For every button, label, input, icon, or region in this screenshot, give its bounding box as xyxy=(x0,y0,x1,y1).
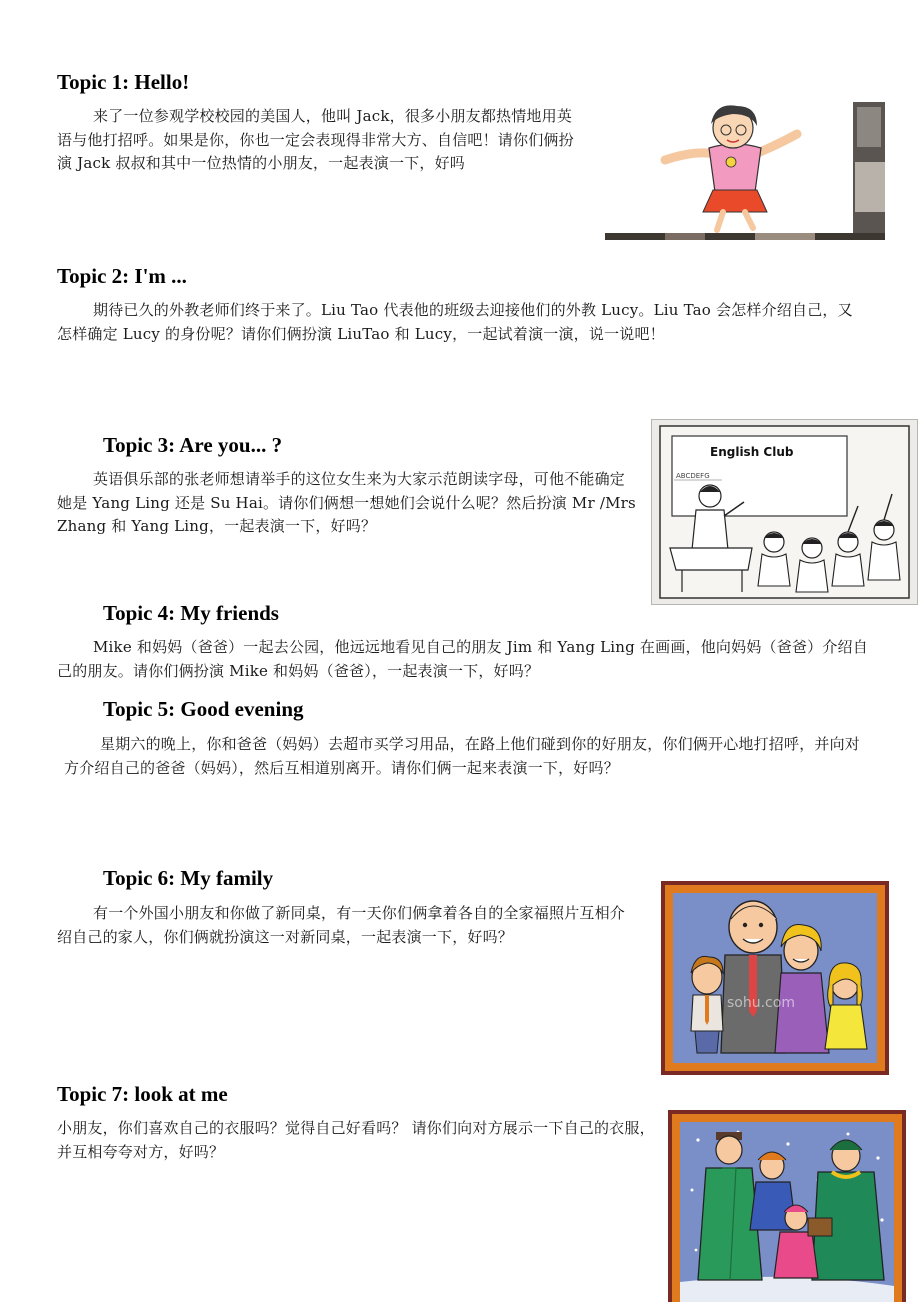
topic-4-title: Topic 4: My friends xyxy=(103,601,279,625)
topic-1-text: 来了一位参观学校校园的美国人，他叫 Jack，很多小朋友都热情地用英语与他打招呼。如果是你，你也一定会表现得非常大方、自信吧！请你们俩扮演 Jack 叔叔和其中一位热情的小朋友，一起表演一下，好吗 xyxy=(57,107,574,172)
topic-6-title: Topic 6: My family xyxy=(103,866,274,890)
topic-3-title: Topic 3: Are you... ? xyxy=(103,433,283,457)
english-club-illustration xyxy=(651,419,918,605)
topic-7-text: 小朋友，你们喜欢自己的衣服吗？觉得自己好看吗？ 请你们向对方展示一下自己的衣服，并互相夸夸对方，好吗？ xyxy=(57,1119,655,1161)
board-letters: ABCDEFG xyxy=(676,472,710,480)
topic-2-title: Topic 2: I'm ... xyxy=(57,264,187,288)
winter-clothes-illustration xyxy=(668,1110,906,1302)
watermark: sohu.com xyxy=(727,995,795,1011)
topic-1-title: Topic 1: Hello! xyxy=(57,70,190,94)
topic-2-text: 期待已久的外教老师们终于来了。Liu Tao 代表他的班级去迎接他们的外教 Lucy。Liu Tao 会怎样介绍自己，又怎样确定 Lucy 的身份呢？请你们俩扮演 LiuTao 和 Lucy，一起试着演一演，说一说吧！ xyxy=(57,301,853,343)
topic-5-title: Topic 5: Good evening xyxy=(103,697,304,721)
topic-6-text: 有一个外国小朋友和你做了新同桌，有一天你们俩拿着各自的全家福照片互相介绍自己的家人，你们俩就扮演这一对新同桌，一起表演一下，好吗？ xyxy=(57,904,626,946)
board-sign: English Club xyxy=(710,445,794,459)
family-illustration xyxy=(661,881,889,1075)
teacher-illustration xyxy=(605,102,885,240)
topic-7-title: Topic 7: look at me xyxy=(57,1082,228,1106)
topic-4-text: Mike 和妈妈（爸爸）一起去公园，他远远地看见自己的朋友 Jim 和 Yang Ling 在画画，他向妈妈（爸爸）介绍自己的朋友。请你们俩扮演 Mike 和妈妈（爸爸），一起表演一下，好吗？ xyxy=(57,638,868,680)
topic-5-text: 星期六的晚上，你和爸爸（妈妈）去超市买学习用品，在路上他们碰到你的好朋友，你们俩开心地打招呼，并向对方介绍自己的爸爸（妈妈），然后互相道别离开。请你们俩一起来表演一下，好吗？ xyxy=(64,735,861,777)
topic-3-text: 英语俱乐部的张老师想请举手的这位女生来为大家示范朗读字母，可他不能确定她是 Yang Ling 还是 Su Hai。请你们俩想一想她们会说什么呢？然后扮演 Mr /Mrs Zhang 和 Yang Ling，一起表演一下，好吗？ xyxy=(57,470,636,535)
